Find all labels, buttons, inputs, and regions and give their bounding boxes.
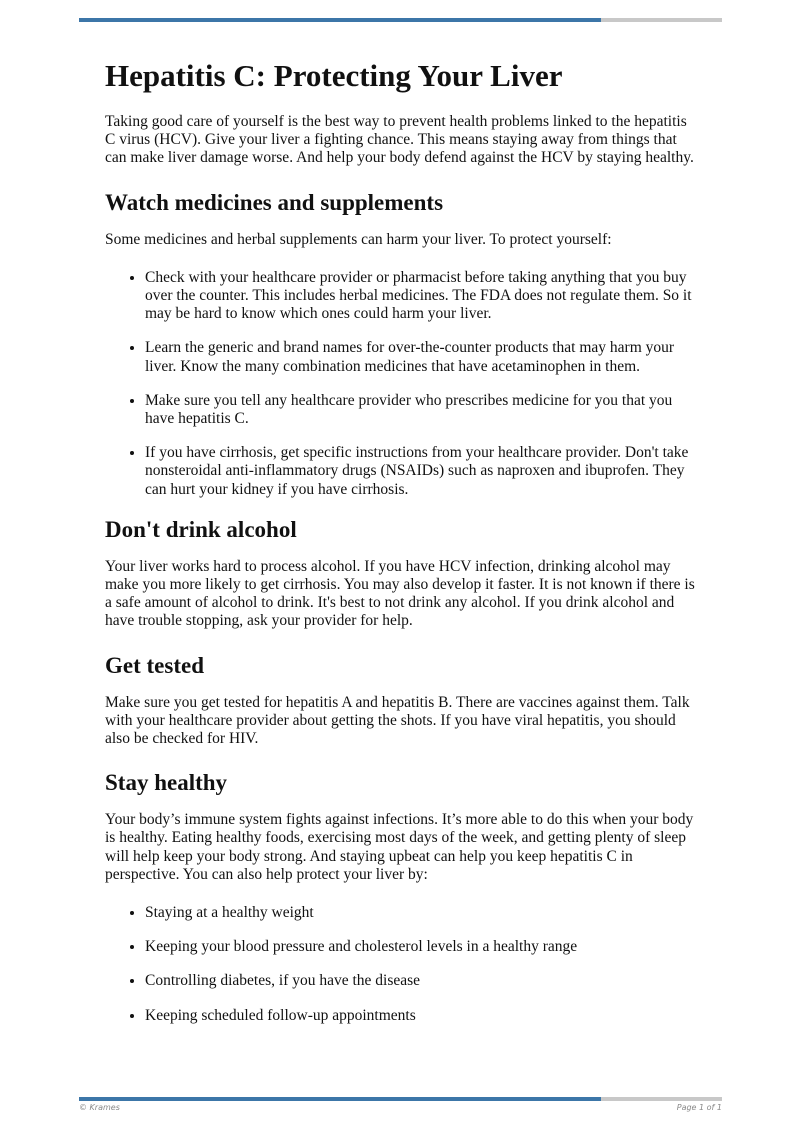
header-rule: [79, 18, 722, 22]
document-body: [105, 57, 700, 1041]
list-item: • Keeping scheduled follow-up appointments: [145, 1007, 700, 1025]
list-item: • Keeping your blood pressure and cholesterol levels in a healthy range: [145, 938, 700, 956]
list-item: • Staying at a healthy weight: [145, 904, 700, 922]
section-paragraph: Your body’s immune system fights against infections. It’s more able to do this when your body is healthy. Eating healthy foods, exercising most days of the week, and getting plenty of sleep will help keep your body strong. And staying upbeat can help you keep hepatitis C in perspective. You can also help protect your liver by:: [105, 811, 694, 883]
list-item: • Make sure you tell any healthcare provider who prescribes medicine for you that you have hepatitis C.: [145, 392, 700, 428]
header-rule-accent: [79, 18, 601, 22]
section-paragraph: Some medicines and herbal supplements can harm your liver. To protect yourself:: [105, 230, 612, 248]
footer-rule-accent: [79, 1097, 601, 1101]
list-item: • Check with your healthcare provider or pharmacist before taking anything that you buy over the counter. This includes herbal medicines. The FDA does not regulate them. So it may be hard to know which ones could harm your liver.: [145, 269, 700, 324]
footer-page-number: Page 1 of 1: [676, 1103, 722, 1112]
bullet-list-healthy: [105, 904, 700, 1025]
section-heading-medicines: Watch medicines and supplements: [105, 189, 444, 215]
section-paragraph: Make sure you get tested for hepatitis A and hepatitis B. There are vaccines against them. Talk with your healthcare provider about getting the shots. If you have viral hepatitis, you should also be checked for HIV.: [105, 693, 690, 748]
page-title: Hepatitis C: Protecting Your Liver: [105, 58, 563, 93]
bullet-list-medicines: [105, 269, 700, 499]
section-paragraph: Your liver works hard to process alcohol. If you have HCV infection, drinking alcohol may make you more likely to get cirrhosis. You may also develop it faster. It is not known if there is a safe amount of alcohol to drink. It's best to not drink any alcohol. If you drink alcohol and have trouble stopping, ask your provider for help.: [105, 557, 695, 630]
section-heading-tested: Get tested: [105, 652, 204, 678]
section-heading-alcohol: Don't drink alcohol: [105, 516, 297, 542]
list-item: • Learn the generic and brand names for over-the-counter products that may harm your liver. Know the many combination medicines that have acetaminophen in them.: [145, 339, 700, 375]
section-heading-healthy: Stay healthy: [105, 770, 228, 796]
intro-paragraph: Taking good care of yourself is the best way to prevent health problems linked to the hepatitis C virus (HCV). Give your liver a fighting chance. This means staying away from things that can make liver damage worse. And help your body defend against the HCV by staying healthy.: [105, 113, 694, 167]
list-item: • If you have cirrhosis, get specific instructions from your healthcare provider. Don't take nonsteroidal anti-inflammatory drugs (NSAIDs) such as naproxen and ibuprofen. They can hurt your kidney if you have cirrhosis.: [145, 444, 700, 499]
footer-rule: [79, 1097, 722, 1101]
list-item: • Controlling diabetes, if you have the disease: [145, 972, 700, 990]
footer-copyright: © Krames: [79, 1103, 120, 1112]
